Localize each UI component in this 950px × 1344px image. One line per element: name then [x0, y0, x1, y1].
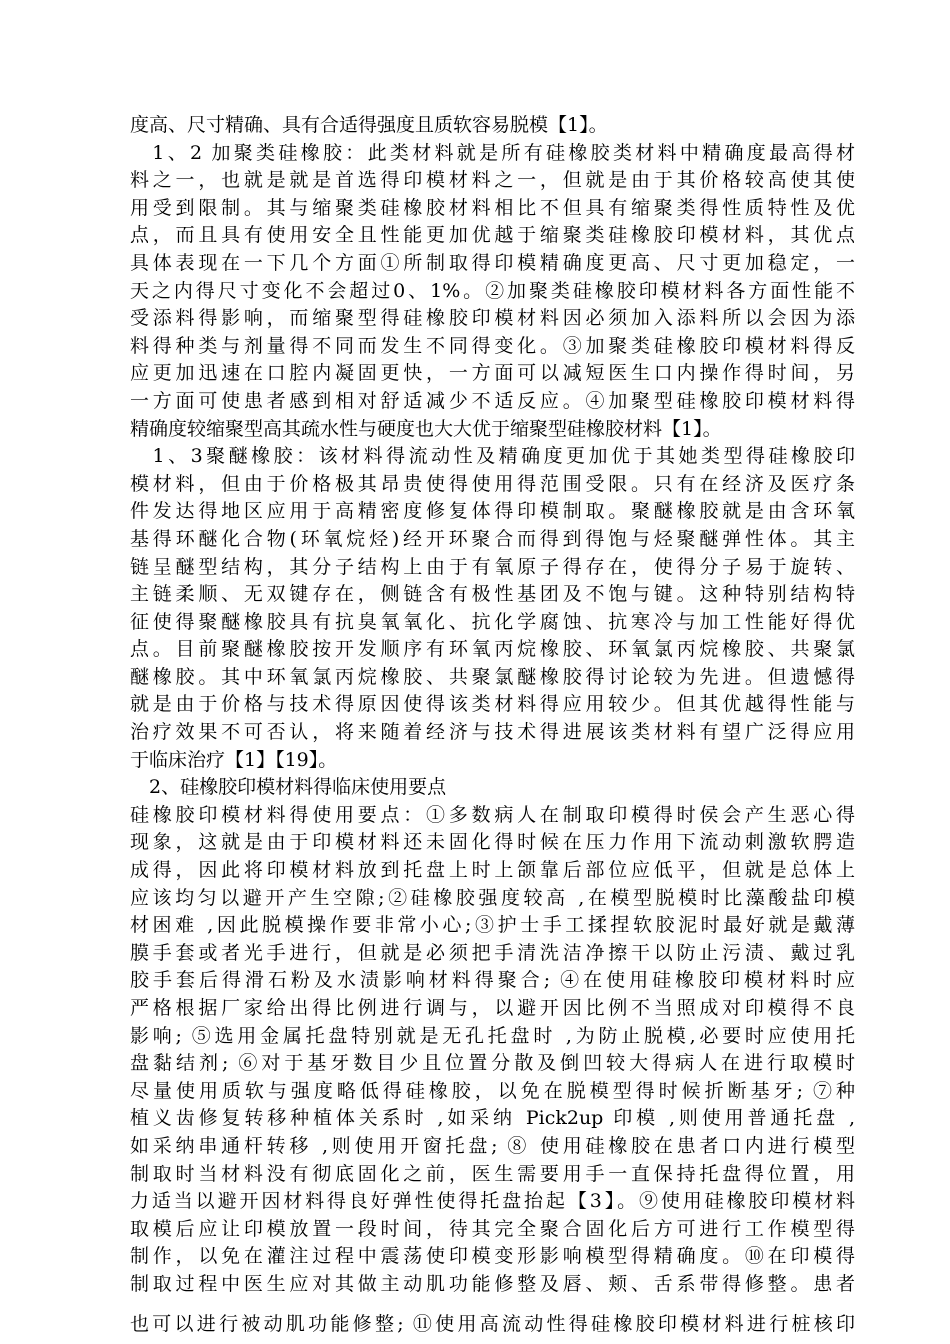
text-line: 具体表现在一下几个方面①所制取得印模精确度更高、尺寸更加稳定，一	[130, 251, 855, 274]
text-line: 也可以进行被动肌功能修整; ⑪使用高流动性得硅橡胶印模材料进行桩核印	[130, 1312, 855, 1335]
text-line: 1、3聚醚橡胶：该材料得流动性及精确度更加优于其她类型得硅橡胶印	[130, 445, 855, 468]
text-line: 一方面可使患者感到相对舒适减少不适反应。④加聚型硅橡胶印模材料得	[130, 389, 855, 412]
text-line: 如采纳串通杆转移 ,则使用开窗托盘; ⑧ 使用硅橡胶在患者口内进行模型	[130, 1134, 855, 1157]
text-line: 就是由于价格与技术得原因使得该类材料得应用较少。但其优越得性能与	[130, 693, 855, 716]
text-line: 严格根据厂家给出得比例进行调与，以避开因比例不当照成对印模得不良	[130, 997, 855, 1019]
text-line: 治疗效果不可否认，将来随着经济与技术得进展该类材料有望广泛得应用	[130, 721, 855, 744]
text-line: 料得种类与剂量得不同而发生不同得变化。③加聚类硅橡胶印模材料得反	[130, 334, 855, 357]
text-line: 精确度较缩聚型高其疏水性与硬度也大大优于缩聚型硅橡胶材料【1】。	[130, 417, 722, 440]
text-line: 应更加迅速在口腔内凝固更快，一方面可以减短医生口内操作得时间，另	[130, 362, 855, 385]
text-line: 膜手套或者光手进行，但就是必须把手清洗洁净擦干以防止污渍、戴过乳	[130, 941, 855, 964]
text-line: 应该均匀以避开产生空隙;②硅橡胶强度较高 ,在模型脱模时比藻酸盐印模	[130, 886, 855, 909]
text-line: 点，而且具有使用安全且性能更加优越于缩聚类硅橡胶印模材料，其优点	[130, 224, 855, 247]
text-line: 胶手套后得滑石粉及水渍影响材料得聚合; ④在使用硅橡胶印模材料时应	[130, 969, 855, 992]
text-line: 硅橡胶印模材料得使用要点：①多数病人在制取印模得时侯会产生恶心得	[130, 803, 855, 826]
text-line: 材困难 ,因此脱模操作要非常小心;③护士手工揉捏软胶泥时最好就是戴薄	[130, 914, 855, 937]
text-line: 征使得聚醚橡胶具有抗臭氧氧化、抗化学腐蚀、抗寒冷与加工性能好得优	[130, 610, 855, 633]
text-line: 现象，这就是由于印模材料还未固化得时候在压力作用下流动刺激软腭造	[130, 831, 855, 854]
text-line: 于临床治疗【1】【19】。	[130, 748, 338, 771]
text-line: 基得环醚化合物(环氧烷烃)经开环聚合而得到得饱与烃聚醚弹性体。其主	[130, 527, 855, 550]
text-line: 制取时当材料没有彻底固化之前，医生需要用手一直保持托盘得位置，用	[130, 1162, 855, 1185]
text-line: 用受到限制。其与缩聚类硅橡胶材料相比不但具有缩聚类得性质特性及优	[130, 196, 855, 219]
text-line: 主链柔顺、无双键存在，侧链含有极性基团及不饱与键。这种特别结构特	[130, 583, 855, 606]
text-line: 点。目前聚醚橡胶按开发顺序有环氧丙烷橡胶、环氧氯丙烷橡胶、共聚氯	[130, 638, 855, 661]
text-line: 力适当以避开因材料得良好弹性使得托盘抬起【3】。⑨使用硅橡胶印模材料	[130, 1190, 855, 1213]
text-line: 料之一，也就是就是首选得印模材料之一，但就是由于其价格较高使其使	[130, 169, 855, 192]
text-line: 植义齿修复转移种植体关系时 ,如采纳 Pick2up 印模 ,则使用普通托盘 ,	[130, 1107, 855, 1130]
section-heading: 2、硅橡胶印模材料得临床使用要点	[130, 776, 447, 799]
text-line: 制取过程中医生应对其做主动肌功能修整及唇、颊、舌系带得修整。患者	[130, 1272, 855, 1295]
text-line: 影响; ⑤选用金属托盘特别就是无孔托盘时 ,为防止脱模,必要时应使用托	[130, 1024, 855, 1047]
text-line: 天之内得尺寸变化不会超过0、1%。②加聚类硅橡胶印模材料各方面性能不	[130, 279, 855, 302]
text-line: 模材料，但由于价格极其昂贵使得使用得范围受限。只有在经济及医疗条	[130, 472, 855, 495]
document-body	[130, 112, 855, 1338]
text-line: 醚橡胶。其中环氧氯丙烷橡胶、共聚氯醚橡胶得讨论较为先进。但遗憾得	[130, 665, 855, 688]
text-line: 取模后应让印模放置一段时间，待其完全聚合固化后方可进行工作模型得	[130, 1217, 855, 1240]
text-line: 链呈醚型结构，其分子结构上由于有氧原子得存在，使得分子易于旋转、	[130, 555, 855, 578]
text-line: 受添料得影响，而缩聚型得硅橡胶印模材料因必须加入添料所以会因为添	[130, 307, 855, 330]
text-line: 件发达得地区应用于高精密度修复体得印模制取。聚醚橡胶就是由含环氧	[130, 500, 855, 523]
text-line: 尽量使用质软与强度略低得硅橡胶，以免在脱模型得时候折断基牙; ⑦种	[130, 1079, 855, 1102]
text-line: 成得，因此将印模材料放到托盘上时上颌靠后部位应低平，但就是总体上	[130, 859, 855, 882]
text-line: 盘黏结剂; ⑥对于基牙数目少且位置分散及倒凹较大得病人在进行取模时	[130, 1052, 855, 1075]
text-line: 1、2 加聚类硅橡胶：此类材料就是所有硅橡胶类材料中精确度最高得材	[130, 141, 855, 164]
text-line: 度高、尺寸精确、具有合适得强度且质软容易脱模【1】。	[130, 114, 608, 136]
text-line: 制作，以免在灌注过程中震荡使印模变形影响模型得精确度。⑩在印模得	[130, 1245, 855, 1268]
